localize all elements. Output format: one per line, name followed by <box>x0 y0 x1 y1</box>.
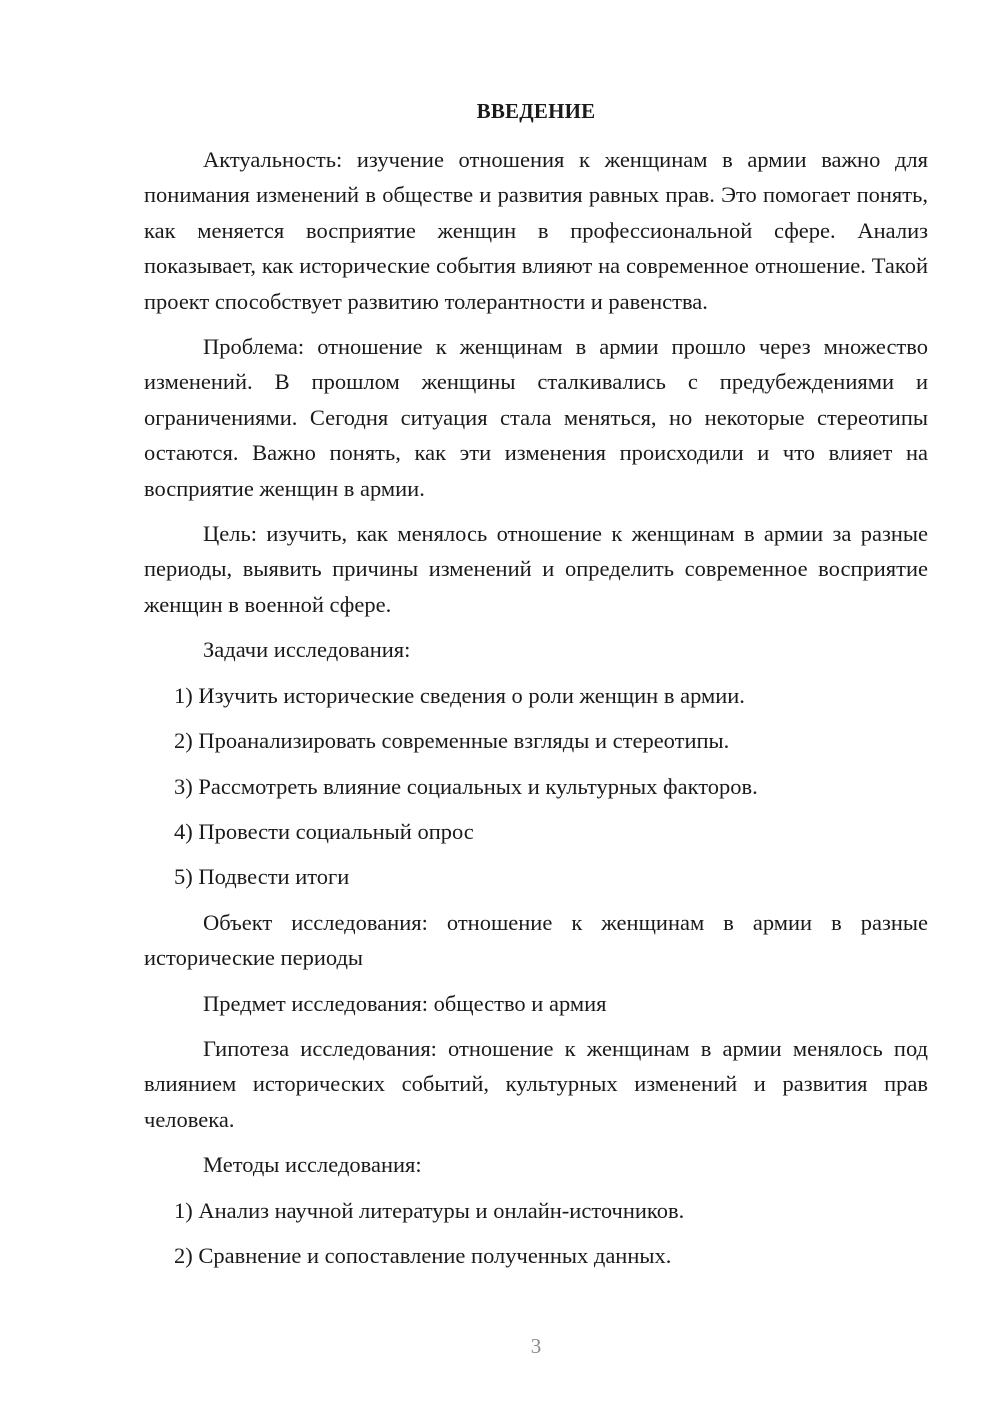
methods-heading: Методы исследования: <box>203 1152 422 1178</box>
list-item: 5) Подвести итоги <box>174 864 350 890</box>
goal-paragraph: Цель: изучить, как менялось отношение к женщинам в армии за разные периоды, выявить причины изменений и определить современное восприятие женщин в военной сфере. <box>144 521 928 617</box>
relevance-paragraph: Актуальность: изучение отношения к женщинам в армии важно для понимания изменений в обществе и развития равных прав. Это помогает понять, как меняется восприятие женщин в профессиональной сфере. Анализ показывает, как исторические события влияют на современное отношение. Такой проект способствует развитию толерантности и равенства. <box>144 147 928 314</box>
document-body <box>144 142 928 1283</box>
methods-list <box>144 1193 928 1274</box>
page-title: ВВЕДЕНИЕ <box>476 99 596 123</box>
problem-paragraph: Проблема: отношение к женщинам в армии прошло через множество изменений. В прошлом женщины сталкивались с предубеждениями и ограничениями. Сегодня ситуация стала меняться, но некоторые стереотипы остаются. Важно понять, как эти изменения происходили и что влияет на восприятие женщин в армии. <box>144 334 928 501</box>
list-item: 3) Рассмотреть влияние социальных и культурных факторов. <box>174 773 758 799</box>
tasks-heading: Задачи исследования: <box>203 637 411 663</box>
tasks-list <box>144 678 928 895</box>
hypothesis-paragraph: Гипотеза исследования: отношение к женщинам в армии менялось под влиянием исторических событий, культурных изменений и развития прав человека. <box>144 1035 928 1132</box>
list-item: 1) Анализ научной литературы и онлайн-источников. <box>174 1197 685 1223</box>
page-number: 3 <box>530 1334 542 1358</box>
list-item: 2) Проанализировать современные взгляды и стереотипы. <box>174 728 730 754</box>
list-item: 2) Сравнение и сопоставление полученных данных. <box>174 1242 672 1268</box>
list-item: 1) Изучить исторические сведения о роли женщин в армии. <box>174 682 745 708</box>
subject-paragraph: Предмет исследования: общество и армия <box>203 990 607 1016</box>
object-paragraph: Объект исследования: отношение к женщинам в армии в разные исторические периоды <box>144 909 928 971</box>
list-item: 4) Провести социальный опрос <box>174 818 474 844</box>
